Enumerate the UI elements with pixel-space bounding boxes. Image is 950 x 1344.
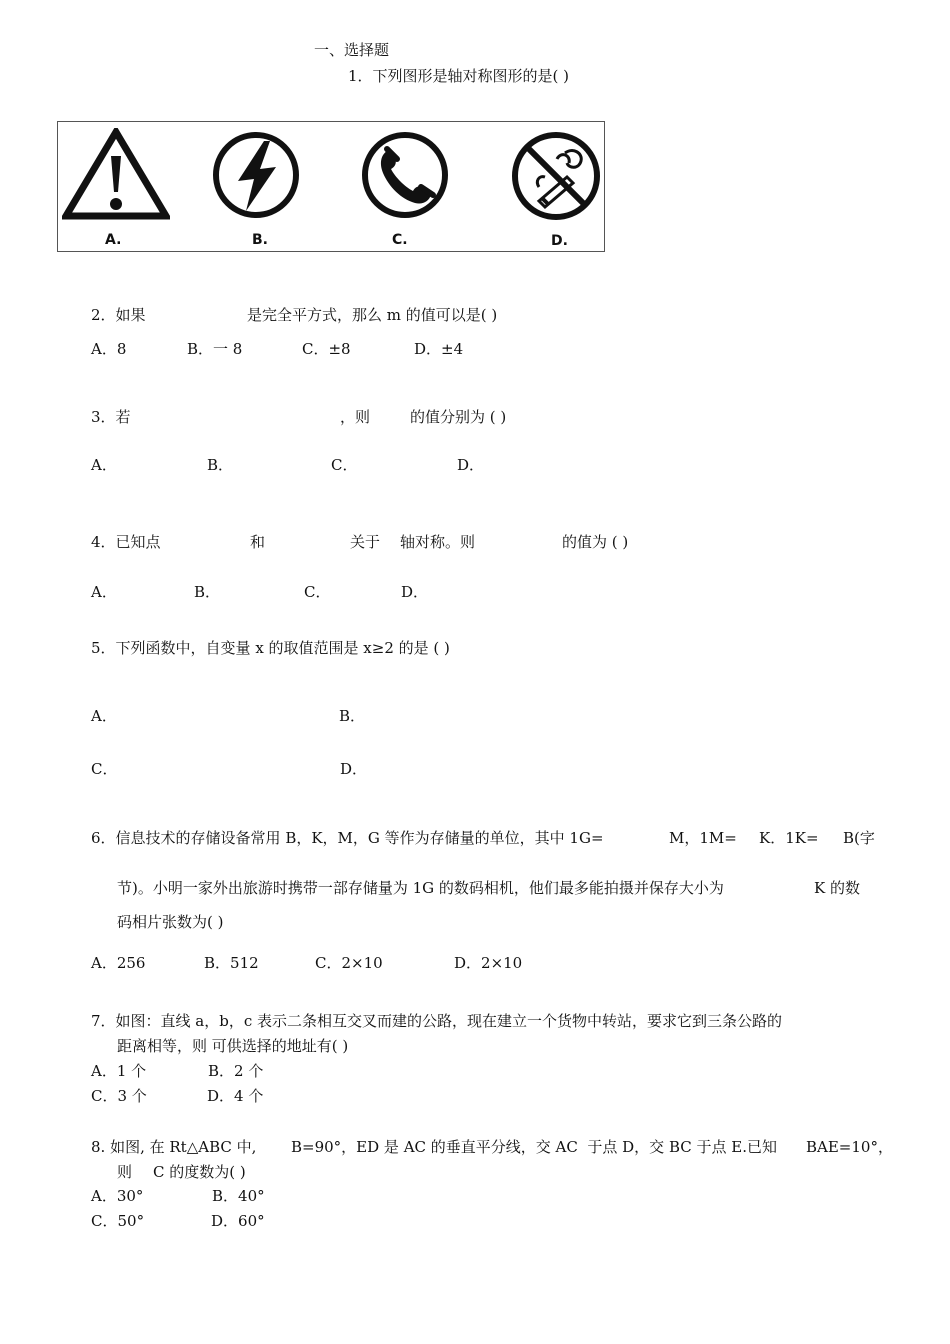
no-smoking-icon xyxy=(509,129,603,223)
figure-label-b: B. xyxy=(252,232,268,248)
question-4-stem: 的值为 ( ) xyxy=(562,533,629,551)
question-6-line1-k: K．1K= xyxy=(759,829,819,847)
question-1-figure-panel xyxy=(57,121,605,252)
question-8-option-d: D．60° xyxy=(211,1212,265,1230)
question-4-and: 和 xyxy=(250,533,266,551)
question-7-option-d: D．4 个 xyxy=(207,1087,264,1105)
question-2-option-a: A．8 xyxy=(91,340,127,358)
question-7-option-c: C．3 个 xyxy=(91,1087,147,1105)
question-5-option-b: B． xyxy=(339,707,366,725)
question-8-line1: 8. 如图, 在 Rt△ABC 中, xyxy=(91,1138,257,1156)
question-7-option-b: B．2 个 xyxy=(208,1062,264,1080)
question-8-option-b: B．40° xyxy=(212,1187,265,1205)
section-title: 一、选择题 xyxy=(314,41,390,59)
question-6-line1: 6．信息技术的存储设备常用 B，K，M，G 等作为存储量的单位，其中 1G= xyxy=(91,829,604,847)
question-4-option-b: B． xyxy=(194,583,221,601)
question-6-line2: 节)。小明一家外出旅游时携带一部存储量为 1G 的数码相机，他们最多能拍摄并保存大小为 xyxy=(117,879,724,897)
question-8-line2: C 的度数为( ) xyxy=(153,1163,246,1181)
question-8-option-c: C．50° xyxy=(91,1212,145,1230)
question-3-stem: 的值分别为 ( ) xyxy=(410,408,507,426)
question-6-option-b: B．512 xyxy=(204,954,259,972)
figure-label-c: C. xyxy=(392,232,408,248)
question-5-option-a: A． xyxy=(91,707,117,725)
question-6-line3: 码相片张数为( ) xyxy=(117,913,224,931)
question-3-option-d: D． xyxy=(457,456,485,474)
question-2-stem: 是完全平方式，那么 m 的值可以是( ) xyxy=(247,306,498,324)
question-8-line1-end: BAE=10°， xyxy=(806,1138,893,1156)
warning-triangle-icon xyxy=(62,128,170,220)
phone-circle-icon xyxy=(359,129,451,221)
question-6-option-c: C．2×10 xyxy=(315,954,383,972)
question-2-option-b: B．一 8 xyxy=(187,340,243,358)
question-5-option-d: D． xyxy=(340,760,368,778)
figure-label-d: D. xyxy=(551,233,568,249)
question-3-number: 3．若 xyxy=(91,408,131,426)
question-3-option-c: C． xyxy=(331,456,358,474)
question-6-option-d: D．2×10 xyxy=(454,954,523,972)
question-2-option-c: C．±8 xyxy=(302,340,351,358)
question-6-line1-b: B(字 xyxy=(843,829,875,847)
question-2-number: 2．如果 xyxy=(91,306,146,324)
question-3-option-a: A． xyxy=(91,456,117,474)
question-4-about: 关于 xyxy=(350,533,381,551)
question-6-line2-end: K 的数 xyxy=(814,879,860,897)
lightning-circle-icon xyxy=(210,129,302,221)
question-7-line2: 距离相等，则 可供选择的地址有( ) xyxy=(117,1037,349,1055)
question-5-option-c: C． xyxy=(91,760,118,778)
question-2-option-d: D．±4 xyxy=(414,340,464,358)
question-4-option-c: C． xyxy=(304,583,331,601)
figure-label-a: A. xyxy=(105,232,122,248)
question-3-then: ，则 xyxy=(340,408,371,426)
question-8-line2-then: 则 xyxy=(117,1163,133,1181)
question-8-line1-mid: B=90°，ED 是 AC 的垂直平分线，交 AC 于点 D，交 BC 于点 E.已知 xyxy=(291,1138,777,1156)
question-4-axis: 轴对称。则 xyxy=(400,533,476,551)
question-6-line1-m: M，1M= xyxy=(669,829,737,847)
question-4-number: 4．已知点 xyxy=(91,533,161,551)
question-4-option-a: A． xyxy=(91,583,117,601)
question-7-option-a: A．1 个 xyxy=(91,1062,147,1080)
question-5-stem: 5．下列函数中，自变量 x 的取值范围是 x≥2 的是 ( ) xyxy=(91,639,450,657)
question-6-option-a: A．256 xyxy=(91,954,146,972)
question-8-option-a: A．30° xyxy=(91,1187,144,1205)
question-1-stem: 1．下列图形是轴对称图形的是( ) xyxy=(348,67,570,85)
question-4-option-d: D． xyxy=(401,583,429,601)
question-7-line1: 7．如图：直线 a，b，c 表示二条相互交叉而建的公路，现在建立一个货物中转站，要求它到三条公路的 xyxy=(91,1012,783,1030)
question-3-option-b: B． xyxy=(207,456,234,474)
